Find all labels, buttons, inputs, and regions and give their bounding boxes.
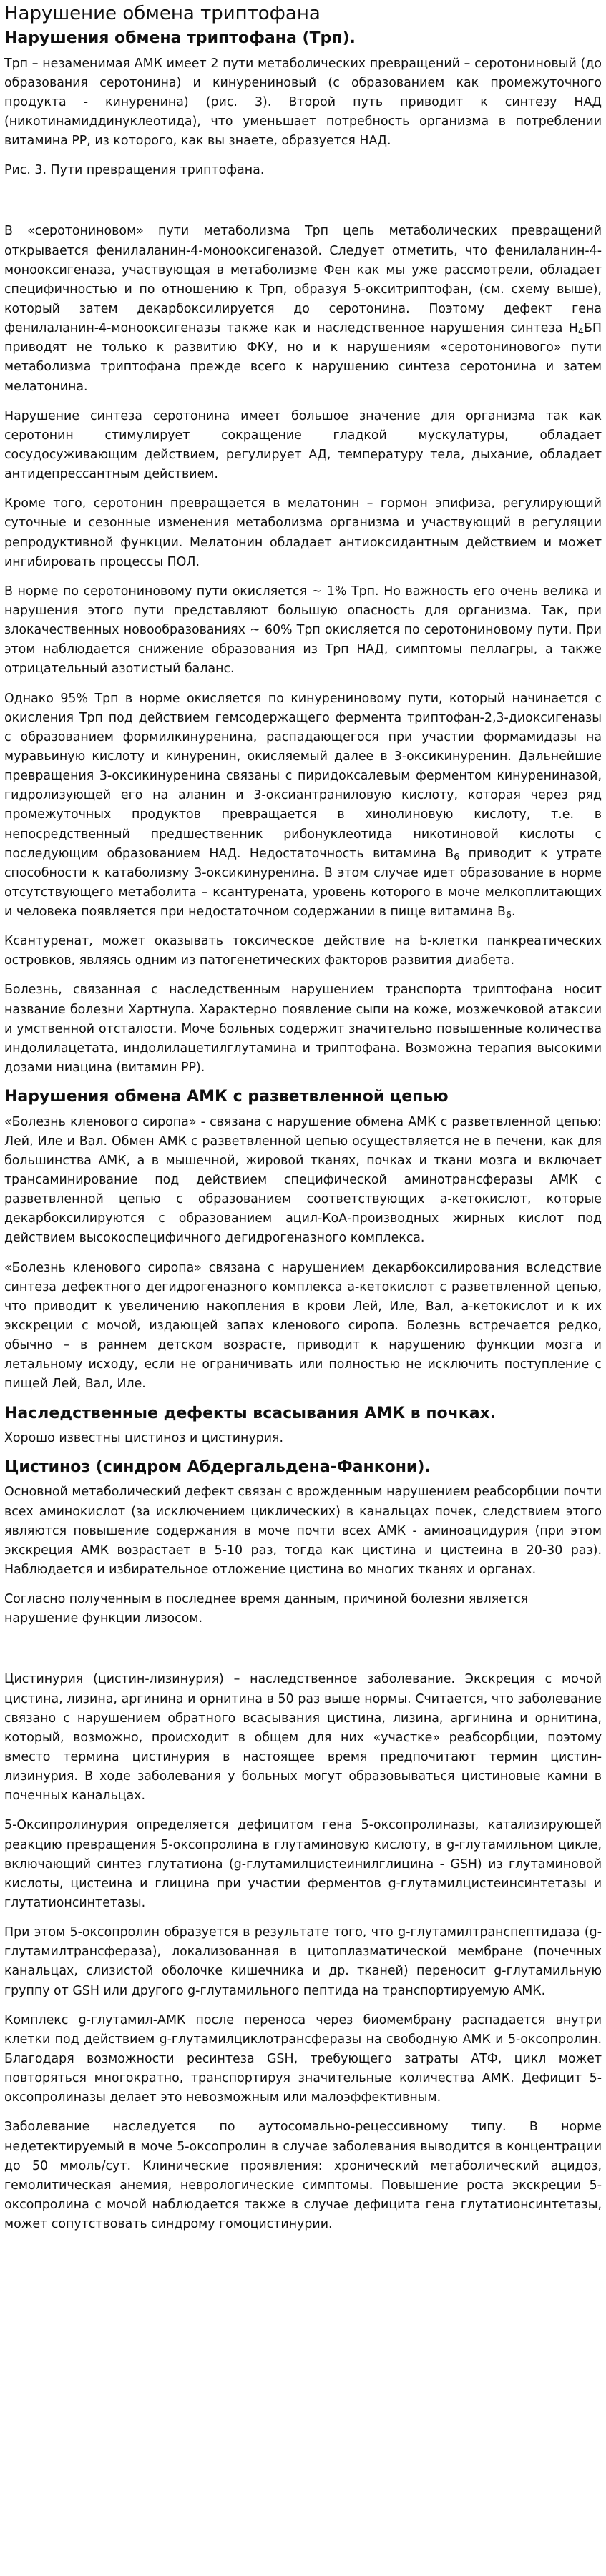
section-heading-renal: Наследственные дефекты всасывания АМК в почках.	[4, 1404, 497, 1422]
paragraph-serotonin-share: В норме по серотониновому пути окисляется ~ 1% Трп. Но важность его очень велика и нарушения этого пути представляют большую опасность для организма. Так, при злокачественных новообразованиях ~ 60% Трп окисляется по серотониновому пути. При этом наблюдается снижение образования из Трп НАД, симптомы пеллагры, а также отрицательный азотистый баланс.	[4, 584, 602, 677]
paragraph-trp-intro: Трп – незаменимая АМК имеет 2 пути метаболических превращений – серотониновый (до образования серотонина) и кинурениновый (с образованием как промежуточного продукта - кинуренина) (рис. 3). Второй путь приводит к синтезу НАД (никотинамиддинуклеотида), что уменьшает потребность организма в потреблении витамина РР, из которого, как вы знаете, образуется НАД.	[4, 56, 602, 149]
paragraph-serotonin-role: Нарушение синтеза серотонина имеет большое значение для организма так как серотонин стимулирует сокращение гладкой мускулатуры, обладает сосудосуживающим действием, регулирует АД, температуру тела, дыхание, обладает антидепрессантным действием.	[4, 408, 602, 482]
paragraph-kynurenine-pathway: Однако 95% Трп в норме окисляется по кинурениновому пути, который начинается с окисления Трп под действием гемсодержащего фермента триптофан-2,3-диоксигеназы с образованием формилкинуренина, распадающегося при участии формамидазы на муравьиную кислоту и кинуренин, окисляемый далее в 3-оксикинуренин. Дальнейшие превращения 3-оксикинуренина связаны с пиридоксалевым ферментом кинурениназой, гидролизующей его на аланин и 3-оксиантраниловую кислоту, которая через ряд промежуточных продуктов превращается в хинолиновую кислоту, т.е. в непосредственный предшественник рибонуклеотида никотиновой кислоты с последующим образованием НАД. Недостаточность витамина $В_6$ приводит к утрате способности к катаболизму 3-оксикинуренина. В этом случае идет образование в норме отсутствующего метаболита – ксантуренатa, уровень которого в моче мелкоплитающих и человека появляется при недостаточном содержании в пище витамина $В_6$.	[4, 691, 602, 920]
paragraph-maple-syrup-2: «Болезнь кленового сиропа» связана с нарушением декарбоксилирования вследствие синтеза дефектного дегидрогеназного комплекса a-кетокислот с разветвленной цепью, что приводит к увеличению накопления в крови Лей, Иле, Вал, a-кетокислот и к их экскреции с мочой, издающей запах кленового сиропа. Болезнь встречается редко, обычно – в раннем детском возрасте, приводит к нарушению функции мозга и летальному исходу, если не ограничивать или полностью не исключить поступление с пищей Лей, Вал, Иле.	[4, 1260, 602, 1392]
blank-space	[4, 1638, 602, 1670]
section-heading-cystinosis: Цистиноз (синдром Абдергальдена-Фанкони).	[4, 1458, 431, 1477]
section-heading-branched: Нарушения обмена АМК с разветвленной цепью	[4, 1088, 449, 1106]
section-branched-amino-acids	[4, 1088, 602, 1394]
paragraph-cystinosis-defect: Основной метаболический дефект связан с врожденным нарушением реабсорбции почти всех аминокислот (за исключением циклических) в канальцах почек, следствием этого являются повышение содержания в моче почти всех АМК - аминоацидурия (при этом экскреция АМК возрастает в 5-10 раз, тогда как цистина и цистеина в 20-30 раз). Наблюдается и избирательное отложение цистина во многих тканях и органах.	[4, 1485, 602, 1578]
paragraph-lysosome: Согласно полученным в последнее время данным, причиной болезни является нарушение функции лизосом.	[4, 1592, 529, 1626]
paragraph-maple-syrup-1: «Болезнь кленового сиропа» - связана с нарушение обмена АМК с разветвленной цепью: Лей, Иле и Вал. Обмен АМК с разветвленной цепью осуществляется не в печени, как для большинства АМК, а в мышечной, жировой тканях, почках и ткани мозга и включает трансаминирование под действием специфической аминотрансферазы АМК с разветвленной цепью с образованием соответствующих a-кетокислот, которые декарбоксилируются с образованием ацил-КоА-производных жирных кислот под действием высокоспецифичного дегидрогеназного комплекса.	[4, 1114, 602, 1246]
section-heading-tryptophan: Нарушения обмена триптофана (Трп).	[4, 29, 356, 48]
paragraph-xanthurenate: Ксантуренат, может оказывать токсическое действие на b-клетки панкреатических островков, являясь одним из патогенетических факторов развития диабета.	[4, 934, 602, 968]
paragraph-cystinuria: Цистинурия (цистин-лизинурия) – наследственное заболевание. Экскреция с мочой цистина, лизина, аргинина и орнитина в 50 раз выше нормы. Считается, что заболевание связано с нарушением обратного всасывания цистина, лизина, аргинина и орнитина, который, возможно, происходит в общем для них «участке» реабсорбции, поэтому вместо термина цистинурия в настоящее время предпочитают термин цистин-лизинурия. В ходе заболевания у больных могут образовываться цистиновые камни в почечных канальцах.	[4, 1672, 602, 1804]
paragraph-melatonin: Кроме того, серотонин превращается в мелатонин – гормон эпифиза, регулирующий суточные и сезонные изменения метаболизма организма и участвующий в регуляции репродуктивной функции. Мелатонин обладает антиоксидантным действием и может ингибировать процессы ПОЛ.	[4, 496, 602, 569]
section-renal-defects	[4, 1405, 602, 1449]
page-title: Нарушение обмена триптофана	[4, 3, 321, 24]
paragraph-inheritance: Заболевание наследуется по аутосомально-рецессивному типу. В норме недетектируемый в моче 5-оксопролин в случае заболевания выводится в концентрации до 50 ммоль/сут. Клинические проявления: хронический метаболический ацидоз, гемолитическая анемия, неврологические симптомы. Повышение роста экскреции 5-оксопролина с мочой наблюдается также в случае дефицита гена глутатионсинтетазы, может сопутствовать синдрому гомоцистинурии.	[4, 2120, 602, 2232]
paragraph-oxoproline-formation: При этом 5-оксопролин образуется в результате того, что g-глутамилтранспептидаза (g-глутамилтрансфераза), локализованная в цитоплазматической мембране (почечных канальцах, слизистой оболочке кишечника и др. тканей) переносит g-глутамильную группу от GSH или другого g-глутамильного пептида на транспортируемую АМК.	[4, 1925, 602, 1998]
paragraph-glutamyl-complex: Комплекс g-глутамил-АМК после переноса через биомембрану распадается внутри клетки под действием g-глутамилциклотрансферазы на свободную АМК и 5-оксопролин. Благодаря возможности ресинтеза GSH, требующего затраты АТФ, цикл может повторяться многократно, транспортируя значительные количества АМК. Дефицит 5-оксопролиназы делает это невозможным или малоэффективным.	[4, 2012, 602, 2105]
figure-caption: Рис. 3. Пути превращения триптофана.	[4, 163, 265, 178]
paragraph-renal-intro: Хорошо известны цистиноз и цистинурия.	[4, 1430, 284, 1445]
figure-placeholder	[4, 190, 602, 222]
paragraph-hartnup: Болезнь, связанная с наследственным нарушением транспорта триптофана носит название болезни Хартнупа. Характерно появление сыпи на коже, мозжечковой атаксии и умственной отсталости. Моче больных содержит значительно повышенные количества индолилацетата, индолилацетилглутамина и триптофана. Возможна терапия высокими дозами ниацина (витамин РР).	[4, 983, 602, 1076]
document	[0, 3, 606, 2234]
section-cystinosis	[4, 1458, 602, 2234]
section-tryptophan	[4, 29, 602, 1078]
paragraph-serotonin-pathway: В «серотониновом» пути метаболизма Трп цепь метаболических превращений открывается фенилаланин-4-монооксигеназой. Следует отметить, что фенилаланин-4-монооксигеназа, участвующая в метаболизме Фен как мы уже рассмотрели, обладает специфичностью и по отношению к Трп, образуя 5-окситриптофан, (см. схему выше), который затем декарбоксилируется до серотонина. Поэтому дефект гена фенилаланин-4-монооксигеназы также как и наследственное нарушения синтеза $Н_4БП$ приводят не только к развитию ФКУ, но и к нарушениям «серотонинового» пути метаболизма триптофана прежде всего к нарушению синтеза серотонина и затем мелатонина.	[4, 224, 602, 394]
paragraph-oxoprolinuria: 5-Оксипролинурия определяется дефицитом гена 5-оксопролиназы, катализирующей реакцию превращения 5-оксопролина в глутаминовую кислоту, в g-глутамильном цикле, включающий синтез глутатиона (g-глутамилцистеинилглицина - GSH) из глутаминовой кислоты, цистеина и глицина при участии ферментов g-глутамилцистеинсинтетазы и глутатионсинтетазы.	[4, 1818, 602, 1910]
